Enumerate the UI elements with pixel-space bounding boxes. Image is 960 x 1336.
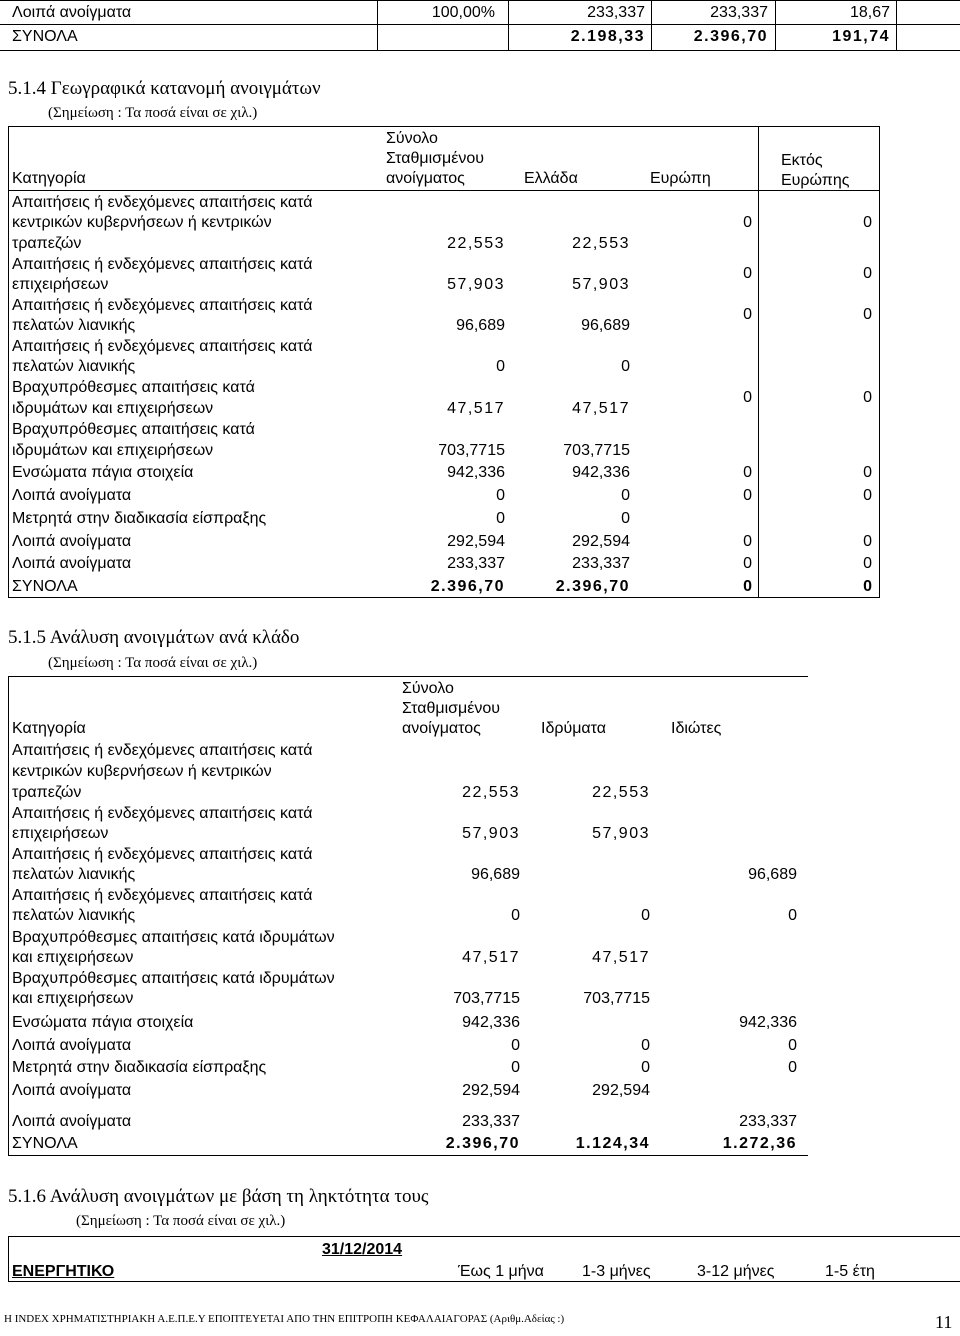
geo-row5-greece: 47,517 (572, 400, 630, 417)
sector-row10-total: 292,594 (462, 1082, 520, 1099)
geo-row1-total: 22,553 (447, 235, 505, 252)
sector-header-category: Κατηγορία (12, 720, 86, 737)
sector-row1-label-1: Απαιτήσεις ή ενδεχόμενες απαιτήσεις κατά (12, 742, 313, 759)
geo-row8-total: 0 (496, 487, 505, 504)
geo-row2-greece: 57,903 (572, 276, 630, 293)
geo-row2-outside: 0 (863, 265, 872, 282)
sector-row4-total: 0 (511, 907, 520, 924)
sector-row9-total: 0 (511, 1059, 520, 1076)
sector-header-total-1: Σύνολο (402, 680, 454, 697)
geo-row8-greece: 0 (621, 487, 630, 504)
sector-row1-inst: 22,553 (592, 784, 650, 801)
geo-row4-greece: 0 (621, 358, 630, 375)
geo-row1-greece: 22,553 (572, 235, 630, 252)
geo-row3-total: 96,689 (456, 317, 505, 334)
sector-row9-ind: 0 (788, 1059, 797, 1076)
geo-header-outside-1: Εκτός (781, 152, 823, 169)
geo-row7-total: 942,336 (447, 464, 505, 481)
sector-row3-total: 96,689 (471, 866, 520, 883)
footer-text: Η INDEX ΧΡΗΜΑΤΙΣΤΗΡΙΑΚΗ Α.Ε.Π.Ε.Υ ΕΠΟΠΤΕΥΕΤΑΙ ΑΠΟ ΤΗΝ ΕΠΙΤΡΟΠΗ ΚΕΦΑΛΑΙΑΓΟΡΑΣ (Αριθμ.Αδείας :) (4, 1313, 565, 1325)
sector-row5-label-1: Βραχυπρόθεσμες απαιτήσεις κατά ιδρυμάτων (12, 929, 335, 946)
section-514-note: (Σημείωση : Τα ποσά είναι σε χιλ.) (48, 105, 258, 121)
geo-row6-label-1: Βραχυπρόθεσμες απαιτήσεις κατά (12, 421, 255, 438)
geo-row7-greece: 942,336 (572, 464, 630, 481)
sector-total-label: ΣΥΝΟΛΑ (12, 1135, 78, 1152)
maturity-col-2: 1-3 μήνες (582, 1263, 651, 1280)
sector-header-total-3: ανοίγματος (402, 720, 481, 737)
sector-row5-label-2: και επιχειρήσεων (12, 949, 134, 966)
sector-row9-inst: 0 (641, 1059, 650, 1076)
geo-row11-greece: 233,337 (572, 555, 630, 572)
sector-row10-label: Λοιπά ανοίγματα (12, 1082, 132, 1099)
geo-row9-greece: 0 (621, 510, 630, 527)
sector-row4-inst: 0 (641, 907, 650, 924)
top-row1-c1: 100,00% (431, 4, 495, 21)
maturity-date: 31/12/2014 (322, 1241, 403, 1258)
section-514-title: 5.1.4 Γεωγραφικά κατανομή ανοιγμάτων (8, 78, 321, 99)
sector-row10-inst: 292,594 (592, 1082, 650, 1099)
sector-row7-total: 942,336 (462, 1014, 520, 1031)
geo-total-label: ΣΥΝΟΛΑ (12, 578, 78, 595)
top-row2-c3: 2.396,70 (693, 28, 768, 45)
geo-row1-europe: 0 (743, 214, 752, 231)
geo-row11-label: Λοιπά ανοίγματα (12, 555, 132, 572)
sector-row6-total: 703,7715 (453, 990, 520, 1007)
geo-total-outside: 0 (863, 578, 872, 595)
top-row1-c2: 233,337 (587, 4, 645, 21)
sector-row7-ind: 942,336 (739, 1014, 797, 1031)
sector-row3-label-1: Απαιτήσεις ή ενδεχόμενες απαιτήσεις κατά (12, 846, 313, 863)
geo-row2-total: 57,903 (447, 276, 505, 293)
top-row2-c2: 2.198,33 (570, 28, 645, 45)
geo-row3-label-2: πελατών λιανικής (12, 317, 136, 334)
sector-row9-label: Μετρητά στην διαδικασία είσπραξης (12, 1059, 267, 1076)
geo-row9-label: Μετρητά στην διαδικασία είσπραξης (12, 510, 267, 527)
geo-row10-europe: 0 (743, 533, 752, 550)
sector-header-individuals: Ιδιώτες (671, 720, 722, 737)
geo-row3-outside: 0 (863, 306, 872, 323)
geo-row7-outside: 0 (863, 464, 872, 481)
sector-row8-total: 0 (511, 1037, 520, 1054)
geo-row5-europe: 0 (743, 389, 752, 406)
geo-row8-europe: 0 (743, 487, 752, 504)
geo-header-europe: Ευρώπη (650, 170, 711, 187)
geo-row5-label-1: Βραχυπρόθεσμες απαιτήσεις κατά (12, 379, 255, 396)
geo-row8-label: Λοιπά ανοίγματα (12, 487, 132, 504)
sector-row3-label-2: πελατών λιανικής (12, 866, 136, 883)
geo-row10-outside: 0 (863, 533, 872, 550)
maturity-col-3: 3-12 μήνες (697, 1263, 775, 1280)
geo-row9-total: 0 (496, 510, 505, 527)
sector-row2-label-2: επιχειρήσεων (12, 825, 109, 842)
sector-row2-total: 57,903 (462, 825, 520, 842)
geo-row3-greece: 96,689 (581, 317, 630, 334)
sector-header-total-2: Σταθμισμένου (402, 700, 501, 717)
geo-header-total-2: Σταθμισμένου (386, 150, 485, 167)
geo-row7-europe: 0 (743, 464, 752, 481)
maturity-assets-label: ΕΝΕΡΓΗΤΙΚΟ (12, 1263, 115, 1280)
geo-row3-europe: 0 (743, 306, 752, 323)
geo-row4-label-2: πελατών λιανικής (12, 358, 136, 375)
geo-row7-label: Ενσώματα πάγια στοιχεία (12, 464, 194, 481)
page-number: 11 (935, 1312, 953, 1332)
geo-header-total-1: Σύνολο (386, 130, 438, 147)
geo-row11-outside: 0 (863, 555, 872, 572)
maturity-col-4: 1-5 έτη (825, 1263, 875, 1280)
sector-row4-label-2: πελατών λιανικής (12, 907, 136, 924)
sector-row4-label-1: Απαιτήσεις ή ενδεχόμενες απαιτήσεις κατά (12, 887, 313, 904)
geo-row6-total: 703,7715 (438, 442, 505, 459)
geo-row6-label-2: ιδρυμάτων και επιχειρήσεων (12, 442, 214, 459)
geo-header-category: Κατηγορία (12, 170, 86, 187)
top-row1-c4: 18,67 (849, 4, 890, 21)
sector-row7-label: Ενσώματα πάγια στοιχεία (12, 1014, 194, 1031)
geo-header-total-3: ανοίγματος (386, 170, 465, 187)
sector-row4-ind: 0 (788, 907, 797, 924)
maturity-col-1: Έως 1 μήνα (458, 1263, 544, 1280)
geo-row6-greece: 703,7715 (563, 442, 630, 459)
geo-row11-total: 233,337 (447, 555, 505, 572)
geo-row1-label-1: Απαιτήσεις ή ενδεχόμενες απαιτήσεις κατά (12, 194, 313, 211)
top-row1-c3: 233,337 (710, 4, 768, 21)
section-515-title: 5.1.5 Ανάλυση ανοιγμάτων ανά κλάδο (8, 627, 300, 648)
geo-row5-outside: 0 (863, 389, 872, 406)
sector-total-total: 2.396,70 (445, 1135, 520, 1152)
geo-header-greece: Ελλάδα (524, 170, 578, 187)
geo-row4-label-1: Απαιτήσεις ή ενδεχόμενες απαιτήσεις κατά (12, 338, 313, 355)
sector-row1-label-3: τραπεζών (12, 784, 82, 801)
sector-row8-inst: 0 (641, 1037, 650, 1054)
section-516-note: (Σημείωση : Τα ποσά είναι σε χιλ.) (76, 1213, 286, 1229)
sector-row5-total: 47,517 (462, 949, 520, 966)
sector-row6-label-2: και επιχειρήσεων (12, 990, 134, 1007)
sector-row11-ind: 233,337 (739, 1113, 797, 1130)
section-516-title: 5.1.6 Ανάλυση ανοιγμάτων με βάση τη ληκτότητα τους (8, 1186, 429, 1207)
top-row2-label: ΣΥΝΟΛΑ (12, 28, 78, 45)
sector-row8-ind: 0 (788, 1037, 797, 1054)
section-515-note: (Σημείωση : Τα ποσά είναι σε χιλ.) (48, 655, 258, 671)
geo-total-total: 2.396,70 (430, 578, 505, 595)
geo-row10-label: Λοιπά ανοίγματα (12, 533, 132, 550)
geo-row4-total: 0 (496, 358, 505, 375)
geo-row2-label-2: επιχειρήσεων (12, 276, 109, 293)
sector-row11-total: 233,337 (462, 1113, 520, 1130)
geo-row3-label-1: Απαιτήσεις ή ενδεχόμενες απαιτήσεις κατά (12, 297, 313, 314)
sector-row3-ind: 96,689 (748, 866, 797, 883)
sector-row6-inst: 703,7715 (583, 990, 650, 1007)
sector-row6-label-1: Βραχυπρόθεσμες απαιτήσεις κατά ιδρυμάτων (12, 970, 335, 987)
geo-row2-label-1: Απαιτήσεις ή ενδεχόμενες απαιτήσεις κατά (12, 256, 313, 273)
sector-total-ind: 1.272,36 (722, 1135, 797, 1152)
geo-row1-outside: 0 (863, 214, 872, 231)
geo-row10-total: 292,594 (447, 533, 505, 550)
sector-header-institutions: Ιδρύματα (541, 720, 607, 737)
geo-total-europe: 0 (743, 578, 752, 595)
top-row1-label: Λοιπά ανοίγματα (12, 4, 132, 21)
sector-row1-label-2: κεντρικών κυβερνήσεων ή κεντρικών (12, 763, 272, 780)
geo-row5-total: 47,517 (447, 400, 505, 417)
geo-row1-label-3: τραπεζών (12, 235, 82, 252)
sector-row11-label: Λοιπά ανοίγματα (12, 1113, 132, 1130)
geo-row8-outside: 0 (863, 487, 872, 504)
geo-row2-europe: 0 (743, 265, 752, 282)
sector-row2-inst: 57,903 (592, 825, 650, 842)
top-row2-c4: 191,74 (832, 28, 890, 45)
geo-row11-europe: 0 (743, 555, 752, 572)
sector-row2-label-1: Απαιτήσεις ή ενδεχόμενες απαιτήσεις κατά (12, 805, 313, 822)
geo-row5-label-2: ιδρυμάτων και επιχειρήσεων (12, 400, 214, 417)
sector-total-inst: 1.124,34 (575, 1135, 650, 1152)
sector-row1-total: 22,553 (462, 784, 520, 801)
geo-row1-label-2: κεντρικών κυβερνήσεων ή κεντρικών (12, 214, 272, 231)
geo-header-outside-2: Ευρώπης (781, 172, 850, 189)
geo-total-greece: 2.396,70 (555, 578, 630, 595)
sector-row8-label: Λοιπά ανοίγματα (12, 1037, 132, 1054)
geo-row10-greece: 292,594 (572, 533, 630, 550)
sector-row5-inst: 47,517 (592, 949, 650, 966)
